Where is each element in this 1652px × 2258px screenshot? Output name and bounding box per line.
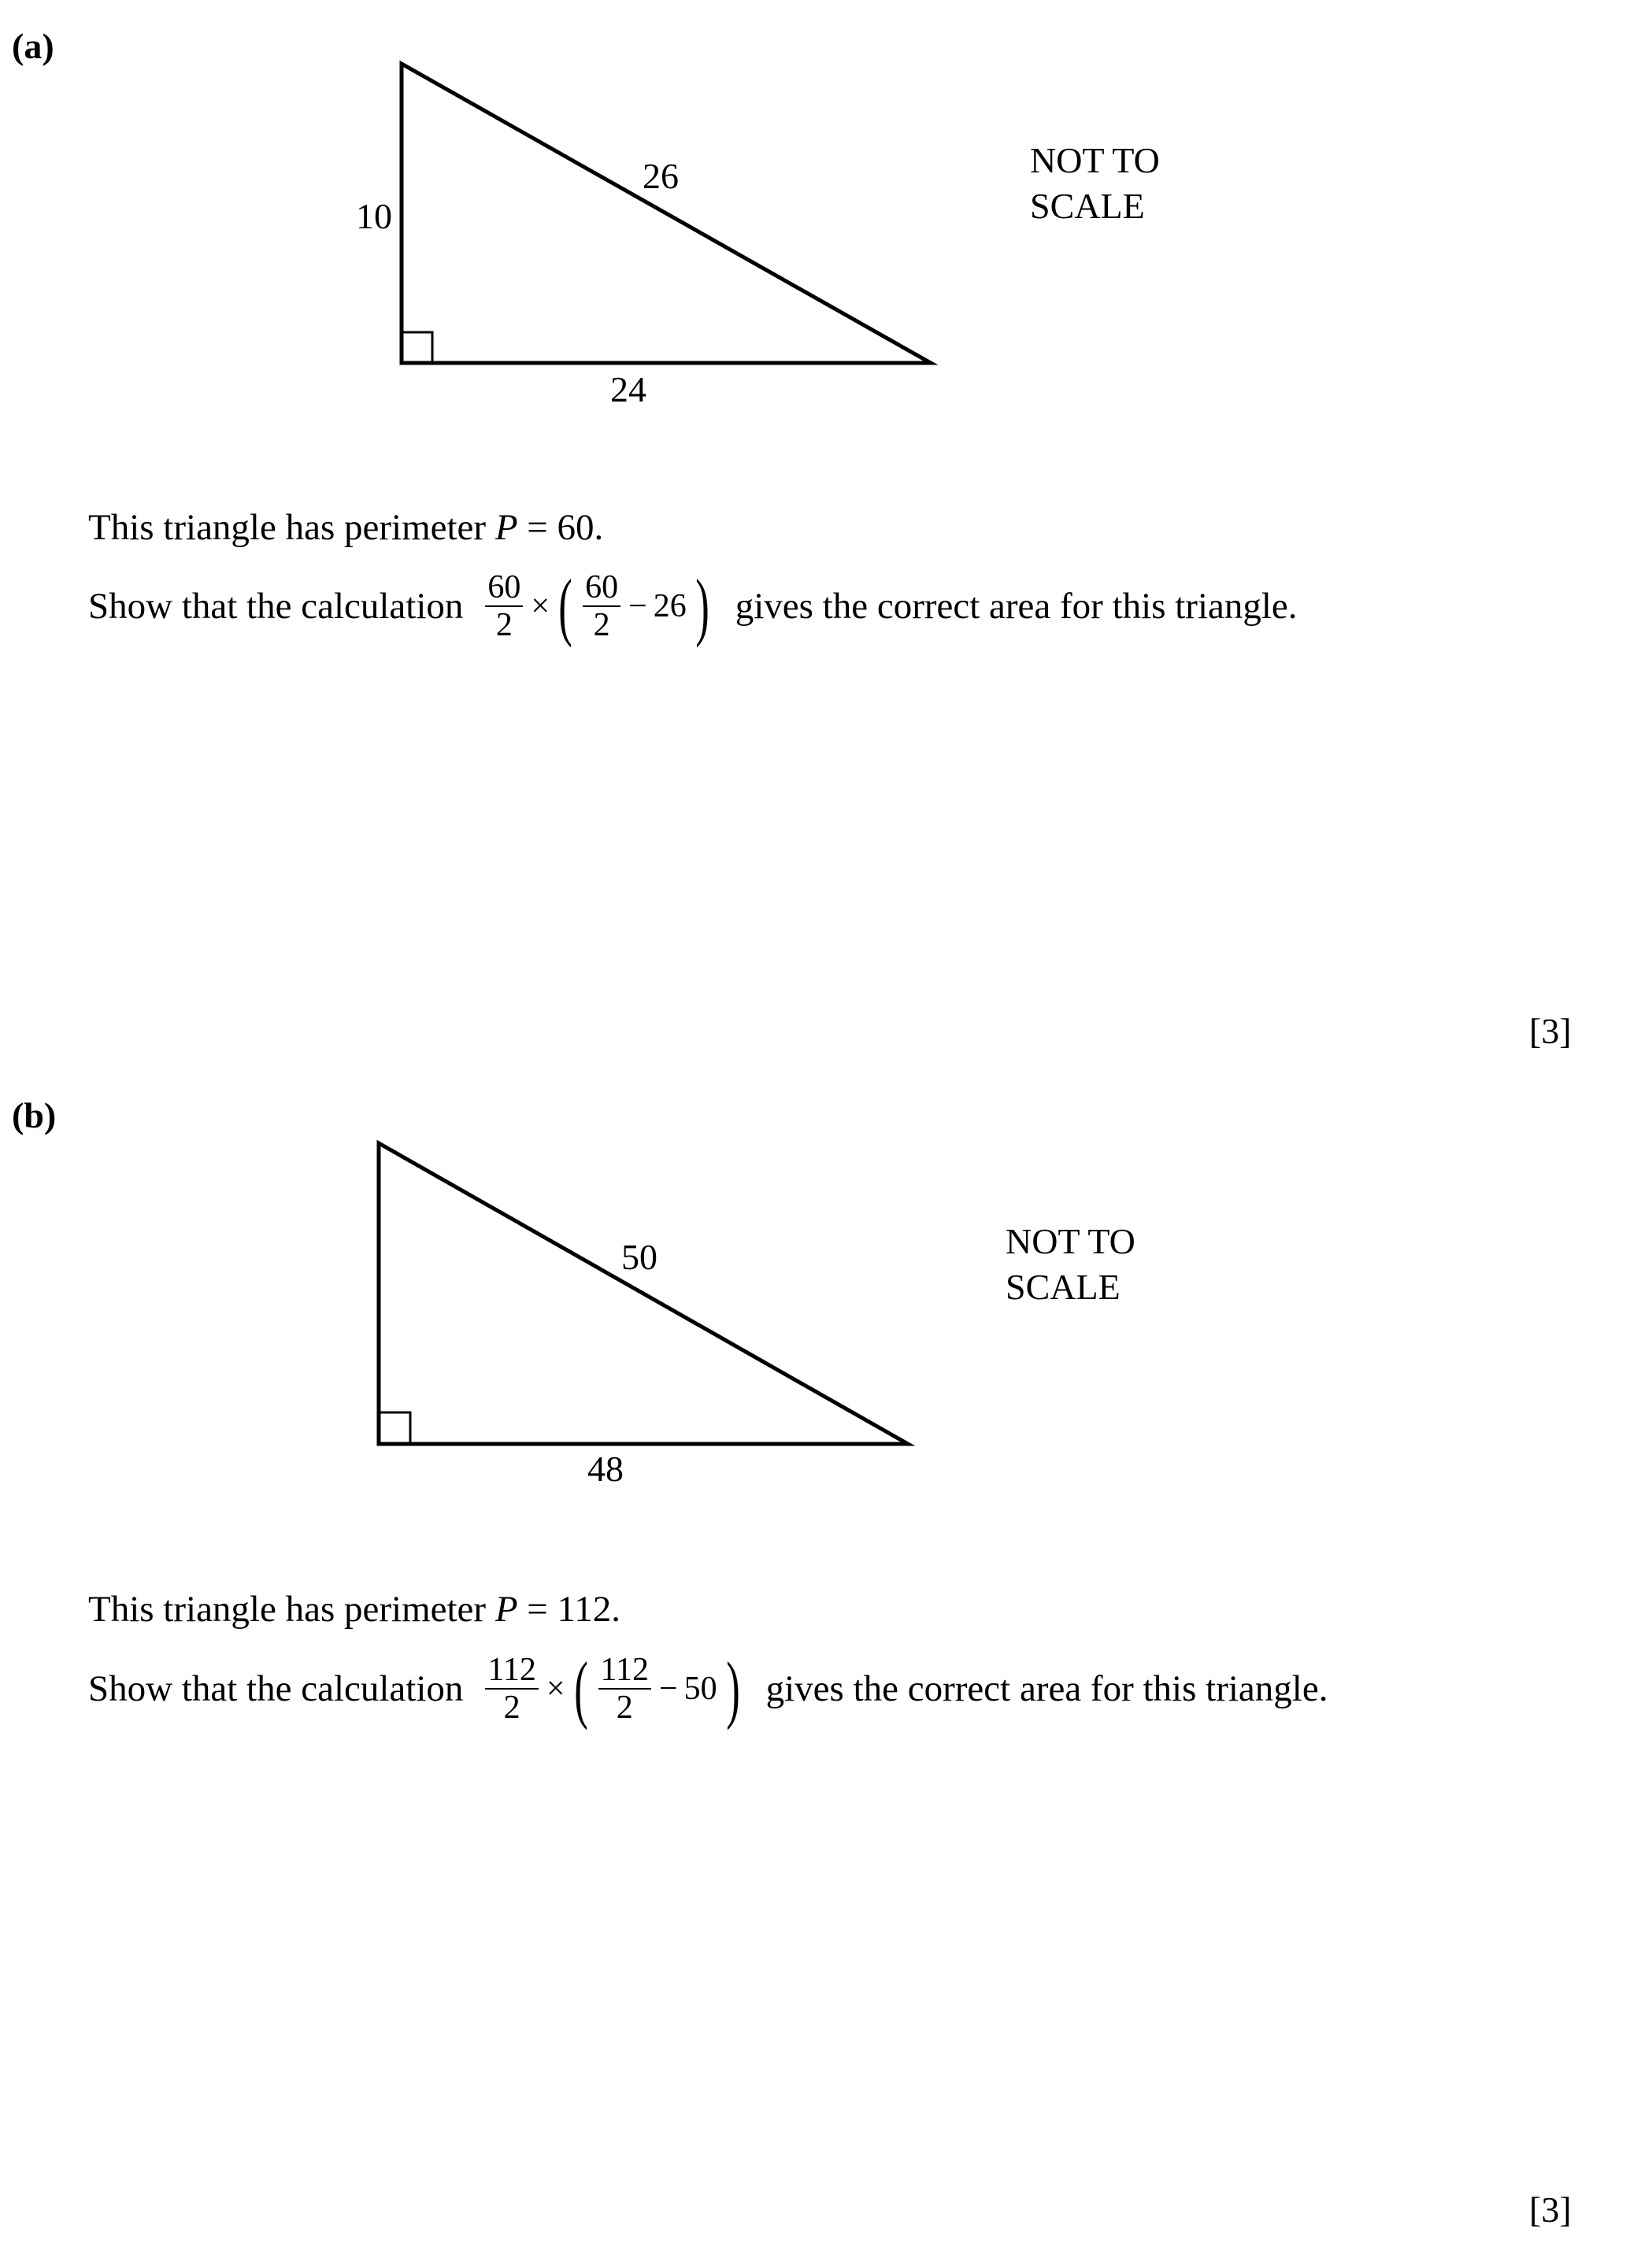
part-a-show-suffix: gives the correct area for this triangle. [735,586,1298,627]
part-b-show-suffix: gives the correct area for this triangle. [765,1668,1328,1709]
part-b-note-line2: SCALE [1006,1267,1120,1307]
part-a-open-paren: ( [558,564,572,648]
part-a-perimeter-value: = 60. [517,507,604,548]
part-b-note-line1: NOT TO [1006,1221,1135,1261]
part-a-subtrahend: 26 [653,588,687,624]
part-a-show-prefix: Show that the calculation [88,586,464,627]
triangle-a-hypotenuse-label: 26 [643,156,679,196]
part-a-minus-sign: − [628,588,647,624]
part-a-perimeter-text [88,505,603,550]
part-a-not-to-scale-note [1030,138,1160,229]
part-a-perimeter-variable: P [494,507,518,548]
part-a-calculation-line [88,564,1298,648]
part-a-note-line1: NOT TO [1030,140,1160,180]
part-b-fraction-2-denominator: 2 [616,1690,633,1726]
part-b-label: (b) [12,1095,57,1135]
triangle-a-base-label: 24 [610,369,646,409]
triangle-a-diagram [0,0,1652,488]
triangle-b-right-angle-marker [379,1412,410,1444]
part-b-perimeter-variable: P [494,1589,518,1630]
part-a-fraction-1-denominator: 2 [495,607,513,643]
part-b-formula [480,1646,745,1731]
triangle-a-vertical-side-label: 10 [356,196,392,236]
triangle-b-shape [379,1143,908,1444]
part-b-minus-sign: − [658,1671,678,1707]
part-b-subtrahend: 50 [683,1671,717,1707]
part-a-times-sign: × [531,588,550,624]
part-a-label: (a) [12,26,54,66]
part-b-times-sign: × [546,1671,565,1707]
part-b-calculation-line [88,1646,1328,1731]
triangle-b-diagram [0,1102,1652,1512]
part-b-fraction-2 [598,1653,651,1724]
part-a-fraction-1-numerator: 60 [485,571,523,607]
part-b-fraction-1-denominator: 2 [503,1690,520,1726]
part-b-fraction-2-numerator: 112 [598,1653,651,1690]
triangle-b-hypotenuse-label: 50 [621,1237,657,1277]
part-a-close-paren: ) [695,564,709,648]
part-a-note-line2: SCALE [1030,186,1145,226]
part-b-show-prefix: Show that the calculation [88,1668,464,1709]
triangle-a-shape [402,64,931,363]
part-b-fraction-1-numerator: 112 [485,1653,538,1690]
part-b-perimeter-value: = 112. [517,1589,621,1630]
triangle-a-right-angle-marker [402,332,432,363]
part-b-fraction-1 [485,1653,538,1724]
part-b-perimeter-text [88,1587,620,1631]
part-a-fraction-2-denominator: 2 [593,607,610,643]
triangle-b-base-label: 48 [587,1449,624,1489]
part-b-open-paren: ( [573,1646,588,1731]
part-a-marks: [3] [1529,1011,1572,1051]
part-a-perimeter-prefix: This triangle has perimeter [88,507,495,548]
part-b-not-to-scale-note [1006,1219,1135,1310]
part-a-fraction-2-numerator: 60 [583,571,620,607]
part-a-fraction-1 [485,571,523,642]
part-b-close-paren: ) [725,1646,740,1731]
part-b-marks: [3] [1529,2190,1572,2230]
part-b-perimeter-prefix: This triangle has perimeter [88,1589,495,1630]
part-a-fraction-2 [583,571,620,642]
part-a-formula [480,564,714,648]
